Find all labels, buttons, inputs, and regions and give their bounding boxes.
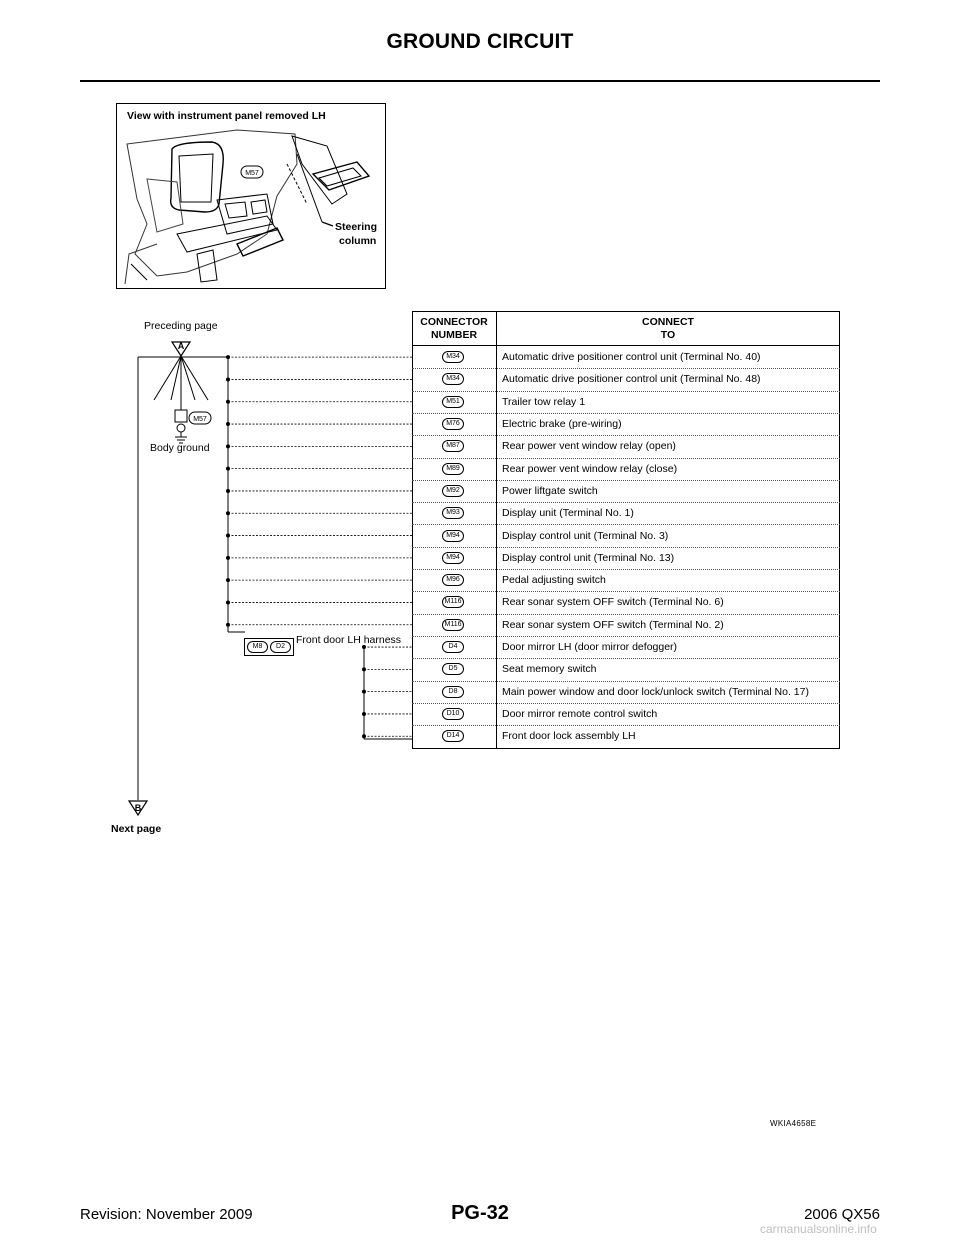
connector-badge: M76 [442, 418, 464, 430]
table-row-divider [412, 725, 840, 726]
table-row-divider [412, 502, 840, 503]
junction-dot [226, 422, 230, 426]
steering-label-line1: Steering [335, 221, 378, 233]
junction-dot [226, 556, 230, 560]
next-page-label: Next page [111, 823, 162, 835]
connect-to-text: Display control unit (Terminal No. 3) [502, 529, 669, 542]
ground-connector-label: M57 [193, 416, 207, 423]
connector-badge: M34 [442, 373, 464, 385]
table-row-divider [412, 547, 840, 548]
harness-label: Front door LH harness [296, 634, 402, 646]
connect-to-text: Automatic drive positioner control unit (Terminal No. 48) [502, 373, 761, 386]
connector-badge: M94 [442, 552, 464, 564]
connector-badge: M92 [442, 485, 464, 497]
illustration-connector-label: M57 [245, 170, 259, 177]
connect-to-text: Automatic drive positioner control unit (Terminal No. 40) [502, 351, 761, 364]
junction-dot [362, 690, 366, 694]
connect-to-text: Rear power vent window relay (close) [502, 462, 678, 475]
table-column-divider [496, 311, 497, 749]
harness-badge-d2: D2 [270, 641, 291, 653]
connect-to-text: Pedal adjusting switch [502, 574, 606, 587]
table-row-divider [412, 703, 840, 704]
junction-dot [226, 511, 230, 515]
table-row-divider [412, 636, 840, 637]
footer-model: 2006 QX56 [804, 1206, 880, 1223]
junction-dot [226, 534, 230, 538]
connector-badge: D4 [442, 641, 464, 653]
junction-dot [226, 600, 230, 604]
table-row-divider [412, 413, 840, 414]
footer-page-number: PG-32 [451, 1202, 509, 1224]
header-connector-number: CONNECTOR NUMBER [420, 316, 488, 341]
junction-dot [362, 712, 366, 716]
junction-dot [226, 623, 230, 627]
table-row-divider [412, 591, 840, 592]
connector-badge: M51 [442, 396, 464, 408]
connect-to-text: Electric brake (pre-wiring) [502, 418, 622, 431]
junction-dot [226, 377, 230, 381]
table-row-divider [412, 391, 840, 392]
table-row-divider [412, 681, 840, 682]
connect-to-text: Front door lock assembly LH [502, 730, 636, 743]
preceding-page-label: Preceding page [144, 320, 218, 332]
illustration-caption: View with instrument panel removed LH [127, 110, 326, 122]
steering-label-line2: column [339, 235, 377, 247]
connect-to-text: Rear sonar system OFF switch (Terminal No. 6) [502, 596, 724, 609]
table-row-divider [412, 435, 840, 436]
connector-badge: M93 [442, 507, 464, 519]
junction-dot [362, 667, 366, 671]
connector-badge: D5 [442, 663, 464, 675]
watermark: carmanualsonline.info [760, 1222, 877, 1236]
junction-dot [226, 444, 230, 448]
connect-to-text: Seat memory switch [502, 663, 597, 676]
table-row-divider [412, 658, 840, 659]
connect-to-text: Rear power vent window relay (open) [502, 440, 676, 453]
junction-dot [362, 734, 366, 738]
header-connect-to: CONNECT TO [642, 316, 694, 341]
table-row-divider [412, 368, 840, 369]
connect-to-text: Door mirror remote control switch [502, 707, 658, 720]
connector-badge: M87 [442, 440, 464, 452]
connect-to-text: Rear sonar system OFF switch (Terminal No. 2) [502, 618, 724, 631]
connector-badge: M89 [442, 463, 464, 475]
connector-badge: D8 [442, 686, 464, 698]
junction-dot [226, 467, 230, 471]
figure-code: WKIA4658E [770, 1119, 817, 1128]
connector-badge: D10 [442, 708, 464, 720]
table-row-divider [412, 569, 840, 570]
connect-to-text: Display control unit (Terminal No. 13) [502, 551, 675, 564]
connector-badge: D14 [442, 730, 464, 742]
connect-to-text: Display unit (Terminal No. 1) [502, 507, 634, 520]
connect-to-text: Power liftgate switch [502, 484, 598, 497]
connect-to-text: Main power window and door lock/unlock switch (Terminal No. 17) [502, 685, 809, 698]
page-title: GROUND CIRCUIT [386, 30, 574, 53]
table-row-divider [412, 614, 840, 615]
table-row-divider [412, 480, 840, 481]
connect-to-text: Trailer tow relay 1 [502, 395, 586, 408]
junction-dot [226, 578, 230, 582]
body-ground-label: Body ground [150, 442, 210, 454]
connector-badge: M116 [442, 596, 464, 608]
connector-badge: M96 [442, 574, 464, 586]
connector-badge: M116 [442, 619, 464, 631]
connector-a-letter: A [177, 341, 185, 351]
connector-b-letter: B [134, 803, 142, 813]
junction-dot [226, 355, 230, 359]
junction-dot [226, 400, 230, 404]
junction-dots [226, 355, 366, 738]
connect-to-text: Door mirror LH (door mirror defogger) [502, 641, 678, 654]
connector-badge: M34 [442, 351, 464, 363]
connector-badge: M94 [442, 530, 464, 542]
table-row-divider [412, 524, 840, 525]
harness-badge-m8: M8 [247, 641, 268, 653]
junction-dot [226, 489, 230, 493]
footer-revision: Revision: November 2009 [80, 1206, 253, 1223]
row-leaders [228, 357, 412, 736]
table-row-divider [412, 458, 840, 459]
table-header-divider [412, 345, 840, 346]
